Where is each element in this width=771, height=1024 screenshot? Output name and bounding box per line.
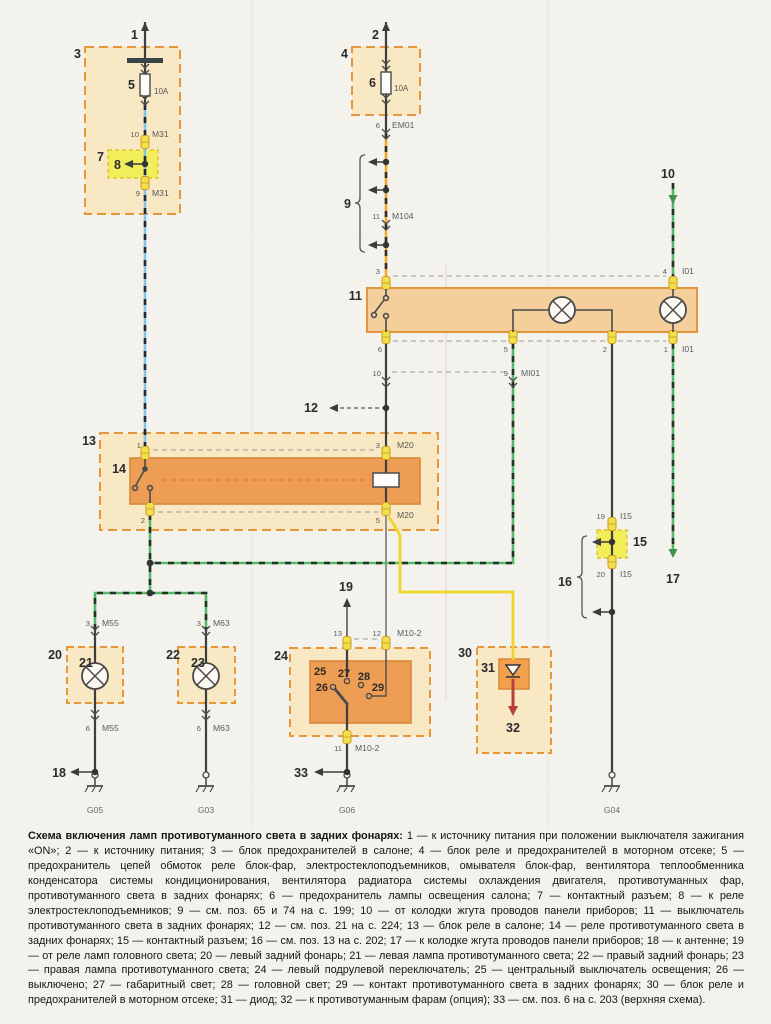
- caption-heading: Схема включения ламп противотуманного света в задних фонарях:: [28, 830, 403, 842]
- connector-m20-bottom: M20: [397, 510, 414, 520]
- pin-1-m20: 1: [136, 441, 141, 450]
- callout-21: 21: [79, 656, 93, 670]
- connector-m31-bottom: M31: [152, 188, 169, 198]
- connector-m55-top: M55: [102, 618, 119, 628]
- busbar: [127, 58, 163, 63]
- pin-9-m31: 9: [135, 189, 140, 198]
- pin-4-i01: 4: [662, 267, 667, 276]
- wire-yellow-to-diode: [389, 517, 513, 660]
- ground-g05-label: G05: [86, 805, 104, 815]
- ground-labels: [87, 805, 620, 815]
- callout-25: 25: [314, 666, 327, 678]
- arrow12-head: [329, 404, 338, 412]
- caption-body: 1 — к источнику питания при положении выключателя зажигания «ON»; 2 — к источнику питания; 3 — блок предохранителей в салоне; 4 — блок реле и предохранителей в моторном отсеке; 5 — предохранитель цепей обмоток реле блок-фар, электростеклоподъемников, омывателя блок-фар, вентилятора теплообменника конденсатора системы кондиционирования, вентилятора радиатора системы охлаждения двигателя, противотуманных фар, противотуманного света в задних фонарях; 6 — предохранитель лампы освещения салона; 7 — контактный разъем; 8 — к реле электростеклоподъемников; 9 — см. поз. 65 и 74 на с. 199; 10 — от колодки жгута проводов панели приборов; 11 — выключатель противотуманного света в задних фонарях; 12 — см. поз. 21 на с. 224; 13 — блок реле в салоне; 14 — реле противотуманного света в задних фонарях; 15 — контактный разъем; 16 — см. поз. 13 на с. 202; 17 — к колодке жгута проводов панели приборов; 18 — к антенне; 19 — от реле ламп головного света; 20 — левый задний фонарь; 21 — левая лампа противотуманного света; 22 — правый задний фонарь; 23 — правая лампа противотуманного света; 24 — левый подрулевой переключатель; 25 — центральный выключатель освещения; 26 — выключено; 27 — габаритный свет; 28 — головной свет; 29 — контакт противотуманного света в задних фонарях; 30 — блок реле и предохранителей в моторном отсеке; 31 — диод; 32 — к противотуманным фарам (опция); 33 — см. поз. 6 на с. 203 (верхняя схема).: [28, 830, 744, 1007]
- pin-6-m63: 6: [196, 724, 201, 733]
- arrow2-head: [382, 22, 390, 31]
- callout-3: 3: [74, 47, 81, 61]
- connector-m63-top: M63: [213, 618, 230, 628]
- relay-coil-symbol: [373, 473, 399, 487]
- pin-3-m63: 3: [196, 619, 201, 628]
- pin-11-m10-2: 11: [334, 744, 342, 753]
- callout-29: 29: [371, 682, 385, 694]
- pin-3-m55: 3: [85, 619, 90, 628]
- callout-19: 19: [339, 580, 353, 594]
- switch-indicator-lamp-icon: [549, 297, 575, 323]
- arrow19-head: [343, 598, 351, 607]
- arrow9-head-3: [368, 241, 377, 249]
- callout-17: 17: [666, 572, 680, 586]
- fuse-6: [381, 72, 391, 94]
- callout-18: 18: [52, 766, 66, 780]
- callout-9: 9: [344, 197, 351, 211]
- connector-m10-2-bottom: M10-2: [355, 743, 380, 753]
- pin-2-m20: 2: [140, 516, 145, 525]
- callout-6: 6: [369, 76, 376, 90]
- pin-10-m31: 10: [130, 130, 139, 139]
- pin-1-i01: 1: [663, 345, 668, 354]
- brace-16: [577, 536, 587, 618]
- connector-m55-bottom: M55: [102, 723, 119, 733]
- arrow16-head-2: [592, 608, 601, 616]
- pin-9-mi01: 9: [503, 369, 508, 378]
- connector-m20-top: M20: [397, 440, 414, 450]
- callout-4: 4: [341, 47, 348, 61]
- fuse-6-rating: 10A: [394, 84, 409, 93]
- callout-33: 33: [294, 766, 308, 780]
- callout-14: 14: [112, 462, 126, 476]
- callout-13: 13: [82, 434, 96, 448]
- figure-caption: [28, 829, 744, 1008]
- connector-em01: EM01: [392, 120, 415, 130]
- arrow10-head: [669, 195, 678, 204]
- callout-15: 15: [633, 535, 647, 549]
- pin-10-mi01: 10: [372, 369, 381, 378]
- pin-20-i15: 20: [596, 570, 605, 579]
- pin-6-i01: 6: [377, 345, 382, 354]
- callout-31: 31: [481, 661, 495, 675]
- pin-11-m104: 11: [372, 212, 380, 221]
- arrow1-head: [141, 22, 149, 31]
- connector-i01-top: I01: [682, 266, 694, 276]
- pin-3-i01: 3: [375, 267, 380, 276]
- pin-6-m55: 6: [85, 724, 90, 733]
- callout-32: 32: [506, 721, 520, 735]
- pin-12-m10-2: 12: [372, 629, 381, 638]
- callout-22: 22: [166, 648, 180, 662]
- ground-g06-label: G06: [338, 805, 356, 815]
- arrow18-head: [70, 768, 79, 776]
- arrow33-head: [314, 768, 323, 776]
- connector-m31-top: M31: [152, 129, 169, 139]
- arrow9-head-2: [368, 186, 377, 194]
- callout-16: 16: [558, 575, 572, 589]
- callout-11: 11: [348, 289, 362, 303]
- callout-24: 24: [274, 649, 288, 663]
- callout-5: 5: [128, 78, 135, 92]
- callout-23: 23: [191, 656, 205, 670]
- callout-8: 8: [114, 158, 121, 172]
- arrow9-lines: [370, 162, 386, 245]
- callout-10: 10: [661, 167, 675, 181]
- fuse-5-rating: 10A: [154, 87, 169, 96]
- connector-i15-bottom: I15: [620, 569, 632, 579]
- callout-30: 30: [458, 646, 472, 660]
- ground-g04-icon: [602, 772, 620, 792]
- pin-3-m20: 3: [375, 441, 380, 450]
- pin-13-m10-2: 13: [333, 629, 342, 638]
- callout-28: 28: [357, 671, 371, 683]
- callout-27: 27: [337, 668, 351, 680]
- connector-m63-bottom: M63: [213, 723, 230, 733]
- pin-19-i15: 19: [596, 512, 605, 521]
- ground-g04-label: G04: [603, 805, 621, 815]
- ground-g03-icon: [196, 772, 214, 792]
- arrow17-head: [669, 549, 678, 558]
- callout-20: 20: [48, 648, 62, 662]
- callout-2: 2: [372, 28, 379, 42]
- connector-i01-bottom: I01: [682, 344, 694, 354]
- connector-i15-top: I15: [620, 511, 632, 521]
- pin-5-i01: 5: [503, 345, 508, 354]
- ground-g03-label: G03: [197, 805, 215, 815]
- pin-5-m20: 5: [375, 516, 380, 525]
- callout-7: 7: [97, 150, 104, 164]
- switch-illumination-lamp-icon: [660, 297, 686, 323]
- connector-mi01: MI01: [521, 368, 541, 378]
- arrow9-head-1: [368, 158, 377, 166]
- pin-2-i01: 2: [602, 345, 607, 354]
- callout-1: 1: [131, 28, 138, 42]
- pin-6-em01: 6: [375, 121, 380, 130]
- callout-12: 12: [304, 401, 318, 415]
- fuse-5: [140, 74, 150, 96]
- connector-m10-2-top: M10-2: [397, 628, 422, 638]
- callout-26: 26: [315, 682, 328, 694]
- connector-m104: M104: [392, 211, 414, 221]
